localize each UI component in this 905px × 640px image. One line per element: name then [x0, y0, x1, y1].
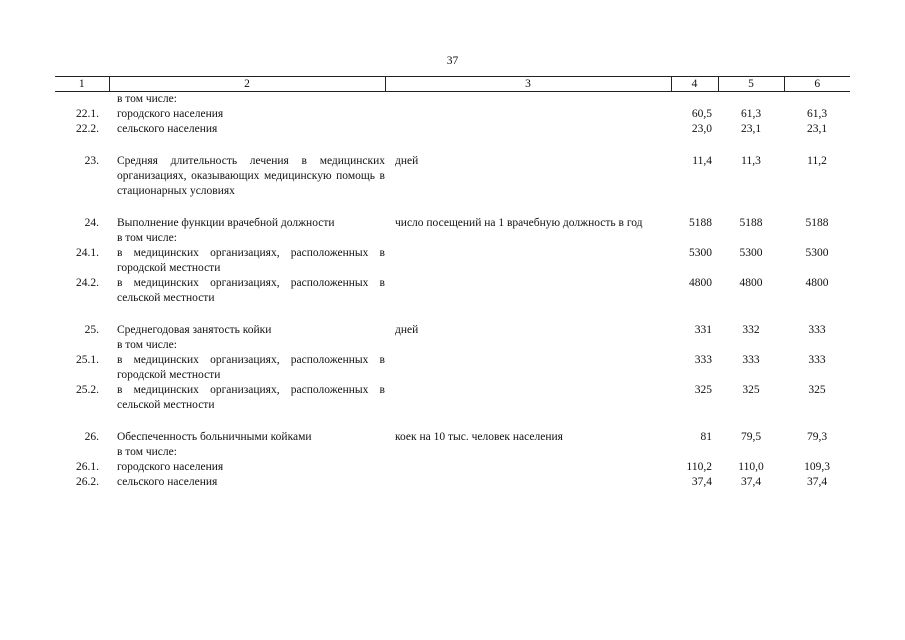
value-col-6 [784, 231, 850, 246]
indicators-table [55, 76, 850, 490]
value-col-6: 4800 [805, 277, 829, 289]
indicator-name: Средняя длительность лечения в медицинских организациях, оказывающих медицинскую помощь в стационарных условиях [117, 155, 385, 197]
row-number: 25. [84, 324, 99, 336]
value-col-6: 79,3 [806, 431, 828, 443]
indicator-name: сельского населения [117, 123, 218, 135]
unit-of-measure: число посещений на 1 врачебную должность в год [395, 217, 643, 229]
value-col-4 [671, 231, 718, 246]
value-col-6: 109,3 [804, 461, 830, 473]
unit-of-measure [385, 445, 671, 460]
value-col-4: 81 [700, 431, 712, 443]
table-row [55, 338, 850, 353]
unit-of-measure [385, 338, 671, 353]
indicator-name: Среднегодовая занятость койки [117, 324, 272, 336]
value-col-6: 37,4 [806, 476, 828, 488]
value-col-5: 332 [742, 324, 760, 336]
value-col-4 [671, 445, 718, 460]
row-number: 26.1. [76, 461, 99, 473]
column-header-5: 5 [718, 77, 784, 92]
row-number [55, 338, 109, 353]
table-row [55, 154, 850, 199]
row-number: 23. [84, 155, 99, 167]
row-number: 22.1. [76, 108, 99, 120]
value-col-4: 333 [694, 354, 712, 366]
table-body [55, 92, 850, 491]
indicator-name: городского населения [117, 108, 224, 120]
value-col-4 [671, 92, 718, 108]
indicator-name: в том числе: [117, 339, 177, 351]
value-col-4: 331 [694, 324, 712, 336]
page-number: 37 [446, 55, 459, 67]
value-col-4: 11,4 [692, 155, 712, 167]
column-header-4: 4 [671, 77, 718, 92]
table-row [55, 323, 850, 338]
value-col-5: 5300 [739, 247, 763, 259]
spacer-row [55, 306, 850, 323]
unit-of-measure: дней [395, 324, 419, 336]
row-number [55, 231, 109, 246]
row-number: 24. [84, 217, 99, 229]
indicator-name: в том числе: [117, 93, 177, 105]
value-col-6: 325 [808, 384, 826, 396]
indicator-name: городского населения [117, 461, 224, 473]
value-col-4: 4800 [689, 277, 712, 289]
indicator-name: Обеспеченность больничными койками [117, 431, 312, 443]
value-col-5: 4800 [739, 277, 763, 289]
spacer-row [55, 137, 850, 154]
unit-of-measure: дней [395, 155, 419, 167]
table-row [55, 383, 850, 413]
value-col-4: 23,0 [691, 123, 712, 135]
value-col-5: 110,0 [738, 461, 764, 473]
value-col-4: 37,4 [691, 476, 712, 488]
value-col-6 [784, 445, 850, 460]
value-col-4: 60,5 [691, 108, 712, 120]
spacer-cell [55, 306, 850, 323]
value-col-4 [671, 338, 718, 353]
value-col-5: 61,3 [740, 108, 762, 120]
value-col-6: 61,3 [806, 108, 828, 120]
unit-of-measure [385, 353, 671, 383]
indicator-name: в том числе: [117, 232, 177, 244]
indicator-name: Выполнение функции врачебной должности [117, 217, 335, 229]
column-header-6: 6 [784, 77, 850, 92]
table-row [55, 353, 850, 383]
indicator-name: в медицинских организациях, расположенных в городской местности [117, 247, 385, 274]
value-col-5: 333 [742, 354, 760, 366]
row-number: 26. [84, 431, 99, 443]
spacer-row [55, 199, 850, 216]
table-row [55, 276, 850, 306]
value-col-4: 5300 [689, 247, 712, 259]
row-number: 22.2. [76, 123, 99, 135]
value-col-6: 23,1 [806, 123, 828, 135]
spacer-cell [55, 199, 850, 216]
value-col-5: 325 [742, 384, 760, 396]
value-col-6 [784, 338, 850, 353]
value-col-6 [784, 92, 850, 108]
table-row [55, 107, 850, 122]
indicator-name: в медицинских организациях, расположенных в городской местности [117, 354, 385, 381]
spacer-cell [55, 413, 850, 430]
value-col-5 [718, 445, 784, 460]
value-col-5 [718, 231, 784, 246]
indicator-name: в том числе: [117, 446, 177, 458]
indicator-name: в медицинских организациях, расположенных в сельской местности [117, 277, 385, 304]
value-col-5 [718, 92, 784, 108]
row-number: 25.2. [76, 384, 99, 396]
unit-of-measure [385, 246, 671, 276]
unit-of-measure [385, 122, 671, 137]
row-number: 24.2. [76, 277, 99, 289]
table-row [55, 216, 850, 231]
indicator-name: в медицинских организациях, расположенных в сельской местности [117, 384, 385, 411]
table-row [55, 445, 850, 460]
unit-of-measure [385, 475, 671, 490]
table-header [55, 77, 850, 92]
table-row [55, 122, 850, 137]
unit-of-measure [385, 276, 671, 306]
row-number [55, 445, 109, 460]
column-header-2: 2 [109, 77, 385, 92]
table-row [55, 460, 850, 475]
row-number: 26.2. [76, 476, 99, 488]
unit-of-measure [385, 107, 671, 122]
indicator-name: сельского населения [117, 476, 218, 488]
unit-of-measure: коек на 10 тыс. человек населения [395, 431, 563, 443]
unit-of-measure [385, 460, 671, 475]
row-number: 25.1. [76, 354, 99, 366]
unit-of-measure [385, 92, 671, 108]
value-col-6: 5300 [805, 247, 829, 259]
spacer-cell [55, 137, 850, 154]
value-col-6: 333 [808, 354, 826, 366]
value-col-5: 37,4 [740, 476, 762, 488]
column-header-3: 3 [385, 77, 671, 92]
value-col-5: 23,1 [740, 123, 762, 135]
table-row [55, 231, 850, 246]
value-col-4: 325 [694, 384, 712, 396]
row-number [55, 92, 109, 108]
value-col-4: 110,2 [686, 461, 712, 473]
spacer-row [55, 413, 850, 430]
unit-of-measure [385, 231, 671, 246]
value-col-5: 79,5 [740, 431, 762, 443]
table-row [55, 430, 850, 445]
table-row [55, 92, 850, 108]
value-col-5: 11,3 [741, 155, 761, 167]
header-row [55, 77, 850, 92]
value-col-6: 5188 [805, 217, 829, 229]
value-col-5: 5188 [739, 217, 763, 229]
value-col-6: 11,2 [807, 155, 827, 167]
table-row [55, 475, 850, 490]
value-col-6: 333 [808, 324, 826, 336]
column-header-1: 1 [55, 77, 109, 92]
unit-of-measure [385, 383, 671, 413]
value-col-5 [718, 338, 784, 353]
table-row [55, 246, 850, 276]
value-col-4: 5188 [689, 217, 712, 229]
row-number: 24.1. [76, 247, 99, 259]
